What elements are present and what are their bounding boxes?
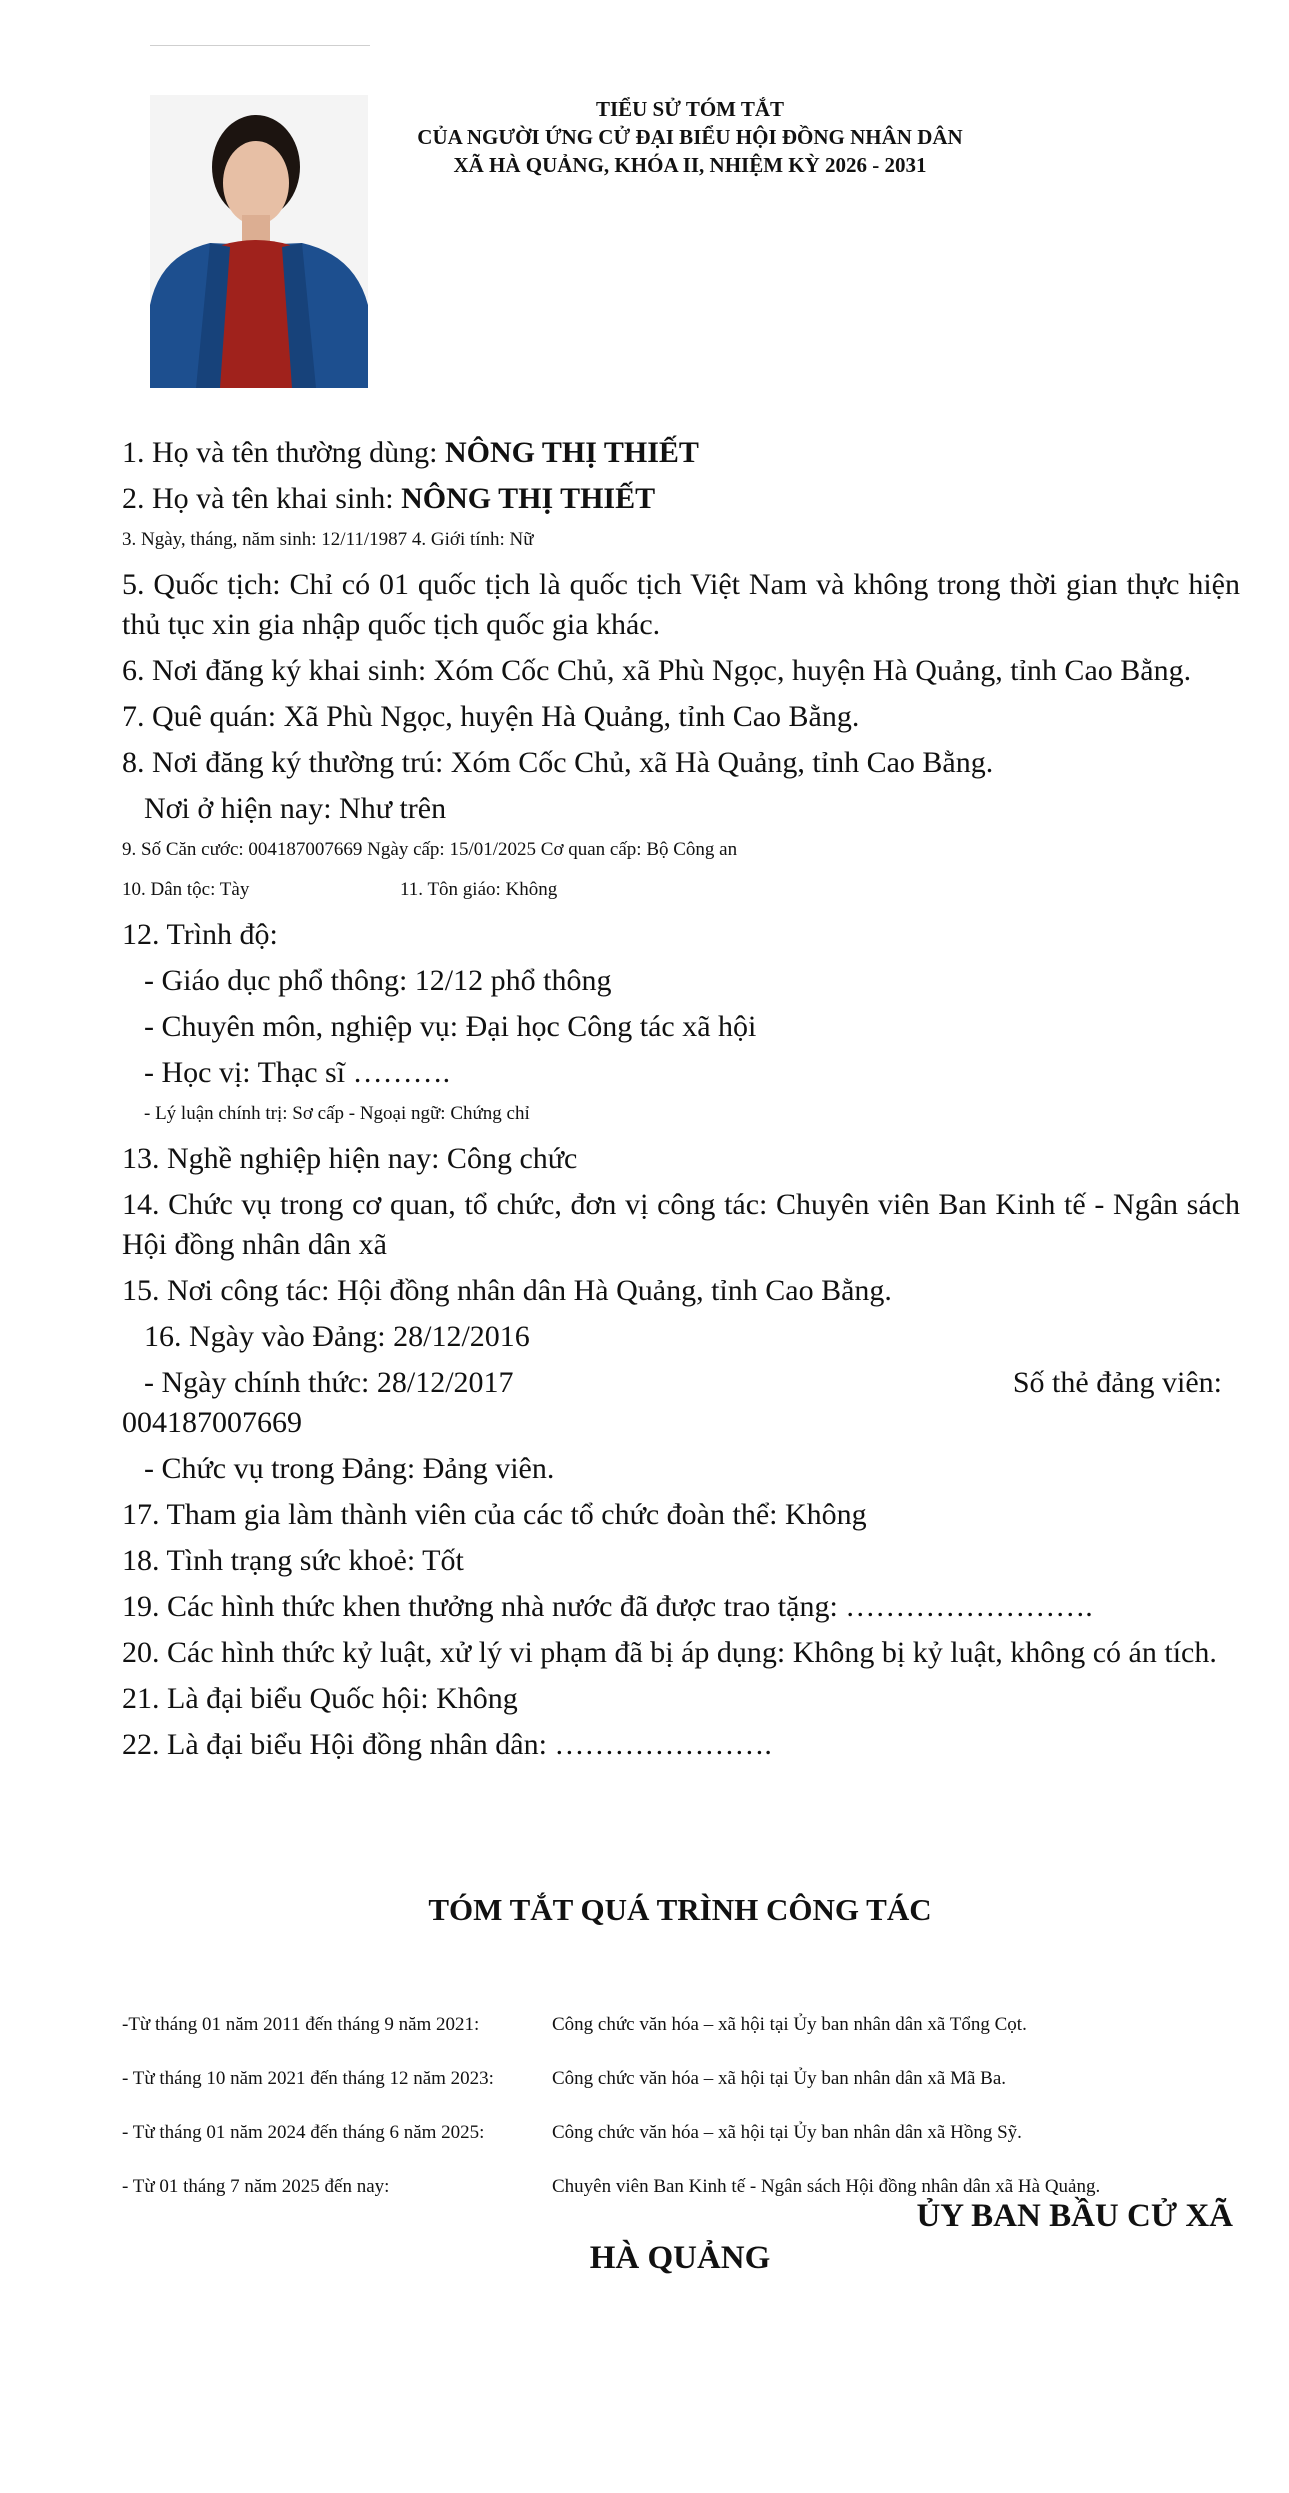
work-period: - Từ tháng 10 năm 2021 đến tháng 12 năm 2023:	[122, 2068, 494, 2089]
field-occupation: 13. Nghề nghiệp hiện nay: Công chức	[122, 1142, 578, 1175]
field-party-official: - Ngày chính thức: 28/12/2017 Số thẻ đảng viên:	[122, 1363, 1240, 1403]
field-common-name: 1. Họ và tên thường dùng: NÔNG THỊ THIẾT	[122, 436, 699, 469]
field-awards: 19. Các hình thức khen thưởng nhà nước đã được trao tặng: …………………….	[122, 1590, 1093, 1623]
portrait-illustration	[150, 95, 368, 388]
header-title: TIỂU SỬ TÓM TẮT	[595, 97, 785, 121]
field-party-join-date: 16. Ngày vào Đảng: 28/12/2016	[144, 1320, 530, 1353]
signing-committee-line2: HÀ QUẢNG	[589, 2240, 771, 2276]
field-ethnicity-religion	[122, 875, 1240, 905]
candidate-info	[122, 433, 1240, 1771]
list-item	[122, 1998, 1252, 2052]
field-degree: - Học vị: Thạc sĩ ……….	[144, 1056, 451, 1089]
field-political-language: - Lý luận chính trị: Sơ cấp - Ngoại ngữ: Chứng chỉ	[144, 1103, 530, 1124]
field-party-position: - Chức vụ trong Đảng: Đảng viên.	[144, 1452, 555, 1485]
field-permanent-residence: 8. Nơi đăng ký thường trú: Xóm Cốc Chủ, xã Hà Quảng, tỉnh Cao Bằng.	[122, 746, 994, 779]
birth-name-value: NÔNG THỊ THIẾT	[401, 482, 656, 515]
signing-committee-line1: ỦY BAN BẦU CỬ XÃ	[916, 2198, 1233, 2234]
field-health: 18. Tình trạng sức khoẻ: Tốt	[122, 1544, 464, 1577]
field-organizations: 17. Tham gia làm thành viên của các tổ chức đoàn thể: Không	[122, 1498, 867, 1531]
party-card-label: Số thẻ đảng viên:	[1012, 1366, 1222, 1399]
party-card-number: 004187007669	[122, 1406, 302, 1439]
work-period: -Từ tháng 01 năm 2011 đến tháng 9 năm 2021:	[122, 2014, 480, 2035]
candidate-portrait-photo	[150, 95, 368, 388]
list-item	[122, 2052, 1252, 2106]
field-birth-registration: 6. Nơi đăng ký khai sinh: Xóm Cốc Chủ, xã Phù Ngọc, huyện Hà Quảng, tỉnh Cao Bằng.	[122, 654, 1192, 687]
work-description: Công chức văn hóa – xã hội tại Ủy ban nhân dân xã Mã Ba.	[552, 2068, 1007, 2089]
field-education: 12. Trình độ:	[122, 918, 278, 951]
work-period: - Từ tháng 01 năm 2024 đến tháng 6 năm 2025:	[122, 2122, 485, 2143]
field-workplace: 15. Nơi công tác: Hội đồng nhân dân Hà Quảng, tỉnh Cao Bằng.	[122, 1274, 892, 1307]
field-hometown: 7. Quê quán: Xã Phù Ngọc, huyện Hà Quảng, tỉnh Cao Bằng.	[122, 700, 860, 733]
field-birthdate-gender: 3. Ngày, tháng, năm sinh: 12/11/1987 4. Giới tính: Nữ	[122, 529, 534, 550]
work-description: Chuyên viên Ban Kinh tế - Ngân sách Hội đồng nhân dân xã Hà Quảng.	[552, 2176, 1101, 2197]
religion: 11. Tôn giáo: Không	[400, 879, 558, 900]
field-current-residence: Nơi ở hiện nay: Như trên	[144, 792, 447, 825]
work-description: Công chức văn hóa – xã hội tại Ủy ban nhân dân xã Tổng Cọt.	[552, 2014, 1027, 2035]
top-divider	[150, 45, 370, 46]
work-history-title: TÓM TẮT QUÁ TRÌNH CÔNG TÁC	[428, 1892, 932, 1927]
field-national-assembly: 21. Là đại biểu Quốc hội: Không	[122, 1682, 518, 1715]
work-history-list	[122, 1998, 1252, 2214]
header-term: XÃ HÀ QUẢNG, KHÓA II, NHIỆM KỲ 2026 - 2031	[453, 153, 927, 177]
field-id-card: 9. Số Căn cước: 004187007669 Ngày cấp: 15/01/2025 Cơ quan cấp: Bộ Công an	[122, 839, 738, 860]
work-period: - Từ 01 tháng 7 năm 2025 đến nay:	[122, 2176, 390, 2197]
field-peoples-council: 22. Là đại biểu Hội đồng nhân dân: ………………….	[122, 1728, 772, 1761]
field-discipline: 20. Các hình thức kỷ luật, xử lý vi phạm đã bị áp dụng: Không bị kỷ luật, không có án tích.	[122, 1636, 1217, 1669]
document-header	[340, 95, 1040, 179]
common-name-value: NÔNG THỊ THIẾT	[444, 436, 699, 469]
field-nationality: 5. Quốc tịch: Chỉ có 01 quốc tịch là quốc tịch Việt Nam và không trong thời gian thực hiện thủ tục xin gia nhập quốc tịch quốc gia khác.	[122, 568, 1240, 641]
work-description: Công chức văn hóa – xã hội tại Ủy ban nhân dân xã Hồng Sỹ.	[552, 2122, 1022, 2143]
ethnicity: 10. Dân tộc: Tày	[122, 879, 250, 900]
list-item	[122, 2106, 1252, 2160]
field-birth-name: 2. Họ và tên khai sinh: NÔNG THỊ THIẾT	[122, 482, 656, 515]
header-subtitle: CỦA NGƯỜI ỨNG CỬ ĐẠI BIỂU HỘI ĐỒNG NHÂN DÂN	[417, 125, 963, 149]
field-general-education: - Giáo dục phổ thông: 12/12 phổ thông	[144, 964, 612, 997]
field-position: 14. Chức vụ trong cơ quan, tổ chức, đơn vị công tác: Chuyên viên Ban Kinh tế - Ngân sách Hội đồng nhân dân xã	[122, 1188, 1240, 1261]
field-specialization: - Chuyên môn, nghiệp vụ: Đại học Công tác xã hội	[144, 1010, 757, 1043]
